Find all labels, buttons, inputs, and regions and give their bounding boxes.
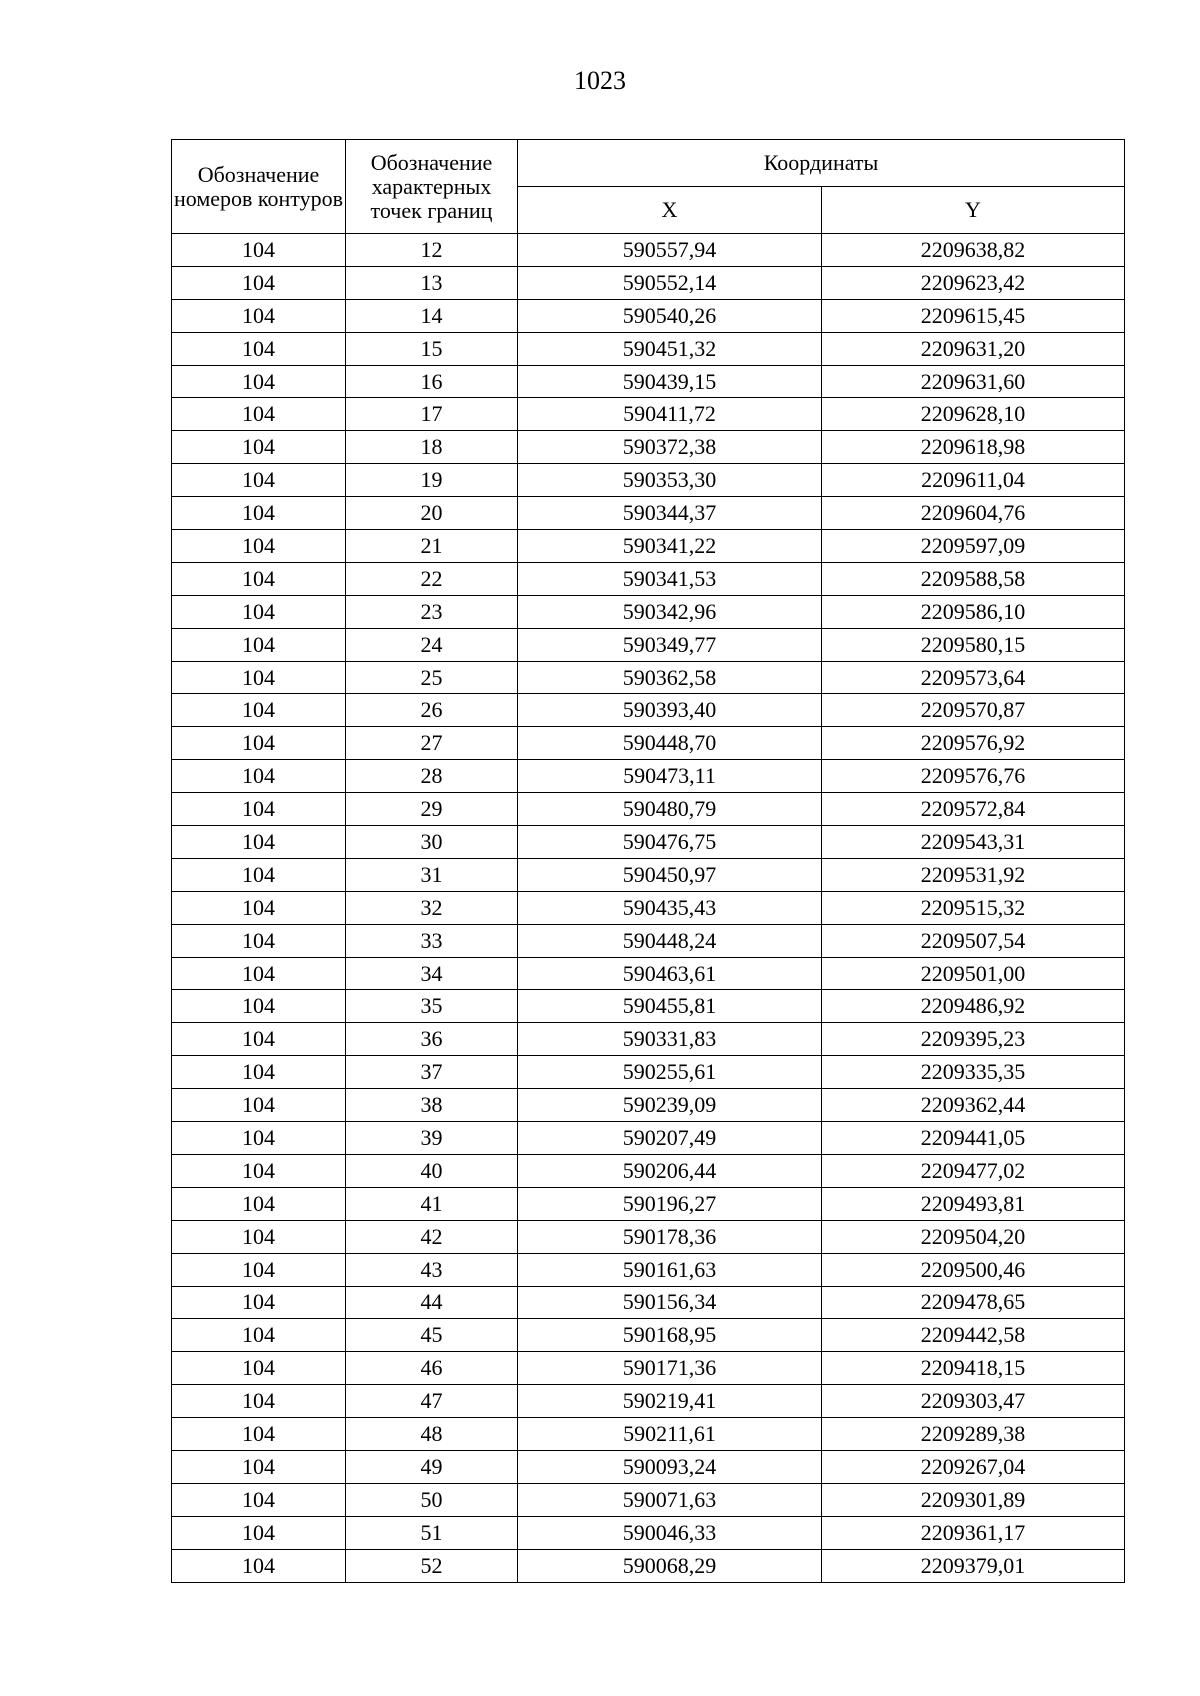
cell-y: 2209289,38 bbox=[822, 1418, 1125, 1451]
cell-point: 43 bbox=[346, 1253, 518, 1286]
cell-contour: 104 bbox=[172, 431, 346, 464]
cell-y: 2209576,76 bbox=[822, 760, 1125, 793]
table-row bbox=[172, 266, 1125, 299]
cell-y: 2209504,20 bbox=[822, 1220, 1125, 1253]
table-row bbox=[172, 365, 1125, 398]
cell-contour: 104 bbox=[172, 628, 346, 661]
cell-y: 2209335,35 bbox=[822, 1056, 1125, 1089]
cell-y: 2209543,31 bbox=[822, 826, 1125, 859]
header-boundary-point: Обозначение характерных точек границ bbox=[346, 140, 518, 234]
page-number: 1023 bbox=[574, 66, 626, 95]
cell-contour: 104 bbox=[172, 990, 346, 1023]
table-row bbox=[172, 957, 1125, 990]
header-coordinates: Координаты bbox=[518, 140, 1125, 187]
cell-x: 590255,61 bbox=[518, 1056, 822, 1089]
table-row bbox=[172, 1385, 1125, 1418]
table-row bbox=[172, 990, 1125, 1023]
table-row bbox=[172, 1154, 1125, 1187]
cell-y: 2209631,60 bbox=[822, 365, 1125, 398]
cell-y: 2209441,05 bbox=[822, 1122, 1125, 1155]
cell-point: 19 bbox=[346, 464, 518, 497]
cell-point: 33 bbox=[346, 924, 518, 957]
cell-x: 590435,43 bbox=[518, 891, 822, 924]
table-row bbox=[172, 891, 1125, 924]
cell-x: 590161,63 bbox=[518, 1253, 822, 1286]
cell-contour: 104 bbox=[172, 1385, 346, 1418]
cell-point: 50 bbox=[346, 1483, 518, 1516]
table-row bbox=[172, 398, 1125, 431]
table-row bbox=[172, 1549, 1125, 1582]
cell-y: 2209493,81 bbox=[822, 1187, 1125, 1220]
cell-x: 590362,58 bbox=[518, 661, 822, 694]
cell-x: 590168,95 bbox=[518, 1319, 822, 1352]
cell-y: 2209478,65 bbox=[822, 1286, 1125, 1319]
table-row bbox=[172, 332, 1125, 365]
cell-point: 48 bbox=[346, 1418, 518, 1451]
cell-x: 590439,15 bbox=[518, 365, 822, 398]
cell-contour: 104 bbox=[172, 266, 346, 299]
cell-y: 2209597,09 bbox=[822, 530, 1125, 563]
table-row bbox=[172, 1483, 1125, 1516]
cell-x: 590342,96 bbox=[518, 595, 822, 628]
cell-y: 2209379,01 bbox=[822, 1549, 1125, 1582]
table-row bbox=[172, 562, 1125, 595]
cell-y: 2209507,54 bbox=[822, 924, 1125, 957]
table-row bbox=[172, 431, 1125, 464]
cell-contour: 104 bbox=[172, 497, 346, 530]
cell-y: 2209303,47 bbox=[822, 1385, 1125, 1418]
cell-x: 590156,34 bbox=[518, 1286, 822, 1319]
cell-point: 21 bbox=[346, 530, 518, 563]
cell-contour: 104 bbox=[172, 1549, 346, 1582]
cell-contour: 104 bbox=[172, 661, 346, 694]
cell-y: 2209442,58 bbox=[822, 1319, 1125, 1352]
cell-x: 590448,70 bbox=[518, 727, 822, 760]
table-row bbox=[172, 1253, 1125, 1286]
cell-contour: 104 bbox=[172, 1450, 346, 1483]
cell-point: 41 bbox=[346, 1187, 518, 1220]
cell-point: 26 bbox=[346, 694, 518, 727]
table-row bbox=[172, 1418, 1125, 1451]
table-row bbox=[172, 1450, 1125, 1483]
cell-point: 39 bbox=[346, 1122, 518, 1155]
cell-x: 590196,27 bbox=[518, 1187, 822, 1220]
cell-y: 2209586,10 bbox=[822, 595, 1125, 628]
cell-y: 2209631,20 bbox=[822, 332, 1125, 365]
table-row bbox=[172, 1122, 1125, 1155]
cell-contour: 104 bbox=[172, 1418, 346, 1451]
cell-point: 44 bbox=[346, 1286, 518, 1319]
cell-y: 2209500,46 bbox=[822, 1253, 1125, 1286]
cell-contour: 104 bbox=[172, 760, 346, 793]
cell-contour: 104 bbox=[172, 727, 346, 760]
cell-point: 36 bbox=[346, 1023, 518, 1056]
cell-contour: 104 bbox=[172, 530, 346, 563]
cell-contour: 104 bbox=[172, 1319, 346, 1352]
table-row bbox=[172, 234, 1125, 267]
cell-point: 38 bbox=[346, 1089, 518, 1122]
cell-point: 30 bbox=[346, 826, 518, 859]
cell-y: 2209301,89 bbox=[822, 1483, 1125, 1516]
table-row bbox=[172, 1187, 1125, 1220]
cell-x: 590463,61 bbox=[518, 957, 822, 990]
cell-x: 590349,77 bbox=[518, 628, 822, 661]
cell-contour: 104 bbox=[172, 793, 346, 826]
cell-y: 2209570,87 bbox=[822, 694, 1125, 727]
cell-point: 32 bbox=[346, 891, 518, 924]
cell-y: 2209618,98 bbox=[822, 431, 1125, 464]
cell-contour: 104 bbox=[172, 1516, 346, 1549]
cell-contour: 104 bbox=[172, 299, 346, 332]
cell-point: 47 bbox=[346, 1385, 518, 1418]
cell-y: 2209515,32 bbox=[822, 891, 1125, 924]
cell-point: 24 bbox=[346, 628, 518, 661]
cell-y: 2209486,92 bbox=[822, 990, 1125, 1023]
cell-x: 590557,94 bbox=[518, 234, 822, 267]
cell-point: 37 bbox=[346, 1056, 518, 1089]
table-row bbox=[172, 858, 1125, 891]
table-row bbox=[172, 1220, 1125, 1253]
cell-x: 590178,36 bbox=[518, 1220, 822, 1253]
cell-x: 590071,63 bbox=[518, 1483, 822, 1516]
cell-contour: 104 bbox=[172, 1286, 346, 1319]
table-row bbox=[172, 464, 1125, 497]
cell-point: 29 bbox=[346, 793, 518, 826]
cell-point: 28 bbox=[346, 760, 518, 793]
cell-x: 590206,44 bbox=[518, 1154, 822, 1187]
cell-point: 14 bbox=[346, 299, 518, 332]
cell-x: 590393,40 bbox=[518, 694, 822, 727]
cell-contour: 104 bbox=[172, 694, 346, 727]
table-row bbox=[172, 497, 1125, 530]
table-row bbox=[172, 924, 1125, 957]
cell-point: 52 bbox=[346, 1549, 518, 1582]
cell-y: 2209418,15 bbox=[822, 1352, 1125, 1385]
cell-contour: 104 bbox=[172, 957, 346, 990]
cell-contour: 104 bbox=[172, 332, 346, 365]
cell-point: 18 bbox=[346, 431, 518, 464]
cell-point: 40 bbox=[346, 1154, 518, 1187]
cell-x: 590344,37 bbox=[518, 497, 822, 530]
cell-x: 590451,32 bbox=[518, 332, 822, 365]
cell-contour: 104 bbox=[172, 234, 346, 267]
cell-x: 590372,38 bbox=[518, 431, 822, 464]
cell-point: 25 bbox=[346, 661, 518, 694]
cell-contour: 104 bbox=[172, 1056, 346, 1089]
table-row bbox=[172, 727, 1125, 760]
cell-x: 590411,72 bbox=[518, 398, 822, 431]
cell-x: 590450,97 bbox=[518, 858, 822, 891]
cell-point: 51 bbox=[346, 1516, 518, 1549]
cell-contour: 104 bbox=[172, 1089, 346, 1122]
cell-x: 590476,75 bbox=[518, 826, 822, 859]
cell-y: 2209572,84 bbox=[822, 793, 1125, 826]
table-row bbox=[172, 793, 1125, 826]
cell-x: 590068,29 bbox=[518, 1549, 822, 1582]
cell-contour: 104 bbox=[172, 1122, 346, 1155]
table-row bbox=[172, 530, 1125, 563]
cell-x: 590207,49 bbox=[518, 1122, 822, 1155]
cell-x: 590341,53 bbox=[518, 562, 822, 595]
cell-contour: 104 bbox=[172, 1154, 346, 1187]
cell-x: 590448,24 bbox=[518, 924, 822, 957]
cell-y: 2209588,58 bbox=[822, 562, 1125, 595]
table-row bbox=[172, 628, 1125, 661]
cell-contour: 104 bbox=[172, 464, 346, 497]
cell-x: 590480,79 bbox=[518, 793, 822, 826]
table-body bbox=[172, 234, 1125, 1583]
cell-point: 16 bbox=[346, 365, 518, 398]
cell-contour: 104 bbox=[172, 1187, 346, 1220]
cell-contour: 104 bbox=[172, 562, 346, 595]
cell-point: 45 bbox=[346, 1319, 518, 1352]
cell-point: 27 bbox=[346, 727, 518, 760]
cell-y: 2209628,10 bbox=[822, 398, 1125, 431]
cell-x: 590093,24 bbox=[518, 1450, 822, 1483]
cell-contour: 104 bbox=[172, 858, 346, 891]
table-row bbox=[172, 595, 1125, 628]
table-row bbox=[172, 1352, 1125, 1385]
cell-y: 2209362,44 bbox=[822, 1089, 1125, 1122]
cell-point: 49 bbox=[346, 1450, 518, 1483]
cell-y: 2209573,64 bbox=[822, 661, 1125, 694]
table-row bbox=[172, 1023, 1125, 1056]
cell-point: 12 bbox=[346, 234, 518, 267]
table-row bbox=[172, 694, 1125, 727]
cell-contour: 104 bbox=[172, 1220, 346, 1253]
cell-point: 34 bbox=[346, 957, 518, 990]
cell-x: 590219,41 bbox=[518, 1385, 822, 1418]
cell-y: 2209531,92 bbox=[822, 858, 1125, 891]
cell-contour: 104 bbox=[172, 1253, 346, 1286]
header-x: X bbox=[518, 187, 822, 234]
table-row bbox=[172, 661, 1125, 694]
cell-x: 590540,26 bbox=[518, 299, 822, 332]
cell-x: 590211,61 bbox=[518, 1418, 822, 1451]
cell-point: 35 bbox=[346, 990, 518, 1023]
table-row bbox=[172, 1516, 1125, 1549]
table-row bbox=[172, 760, 1125, 793]
cell-contour: 104 bbox=[172, 595, 346, 628]
cell-x: 590455,81 bbox=[518, 990, 822, 1023]
cell-point: 23 bbox=[346, 595, 518, 628]
cell-x: 590473,11 bbox=[518, 760, 822, 793]
table-row bbox=[172, 1056, 1125, 1089]
cell-contour: 104 bbox=[172, 1483, 346, 1516]
cell-x: 590552,14 bbox=[518, 266, 822, 299]
cell-y: 2209395,23 bbox=[822, 1023, 1125, 1056]
cell-contour: 104 bbox=[172, 891, 346, 924]
cell-contour: 104 bbox=[172, 1352, 346, 1385]
cell-x: 590046,33 bbox=[518, 1516, 822, 1549]
table-row bbox=[172, 1286, 1125, 1319]
cell-y: 2209623,42 bbox=[822, 266, 1125, 299]
cell-y: 2209638,82 bbox=[822, 234, 1125, 267]
cell-contour: 104 bbox=[172, 1023, 346, 1056]
cell-x: 590341,22 bbox=[518, 530, 822, 563]
cell-x: 590353,30 bbox=[518, 464, 822, 497]
cell-y: 2209611,04 bbox=[822, 464, 1125, 497]
cell-y: 2209361,17 bbox=[822, 1516, 1125, 1549]
cell-contour: 104 bbox=[172, 398, 346, 431]
cell-y: 2209576,92 bbox=[822, 727, 1125, 760]
cell-x: 590239,09 bbox=[518, 1089, 822, 1122]
header-y: Y bbox=[822, 187, 1125, 234]
cell-y: 2209604,76 bbox=[822, 497, 1125, 530]
cell-y: 2209580,15 bbox=[822, 628, 1125, 661]
cell-y: 2209477,02 bbox=[822, 1154, 1125, 1187]
cell-contour: 104 bbox=[172, 826, 346, 859]
cell-point: 20 bbox=[346, 497, 518, 530]
header-contour-number: Обозначение номеров контуров bbox=[172, 140, 346, 234]
cell-point: 42 bbox=[346, 1220, 518, 1253]
cell-point: 13 bbox=[346, 266, 518, 299]
cell-y: 2209267,04 bbox=[822, 1450, 1125, 1483]
cell-y: 2209501,00 bbox=[822, 957, 1125, 990]
table-row bbox=[172, 299, 1125, 332]
table-row bbox=[172, 1319, 1125, 1352]
cell-contour: 104 bbox=[172, 365, 346, 398]
table-row bbox=[172, 826, 1125, 859]
cell-point: 17 bbox=[346, 398, 518, 431]
coordinates-table bbox=[171, 139, 1125, 1583]
cell-x: 590171,36 bbox=[518, 1352, 822, 1385]
cell-point: 46 bbox=[346, 1352, 518, 1385]
cell-point: 22 bbox=[346, 562, 518, 595]
cell-y: 2209615,45 bbox=[822, 299, 1125, 332]
cell-contour: 104 bbox=[172, 924, 346, 957]
table-row bbox=[172, 1089, 1125, 1122]
cell-point: 31 bbox=[346, 858, 518, 891]
cell-point: 15 bbox=[346, 332, 518, 365]
cell-x: 590331,83 bbox=[518, 1023, 822, 1056]
